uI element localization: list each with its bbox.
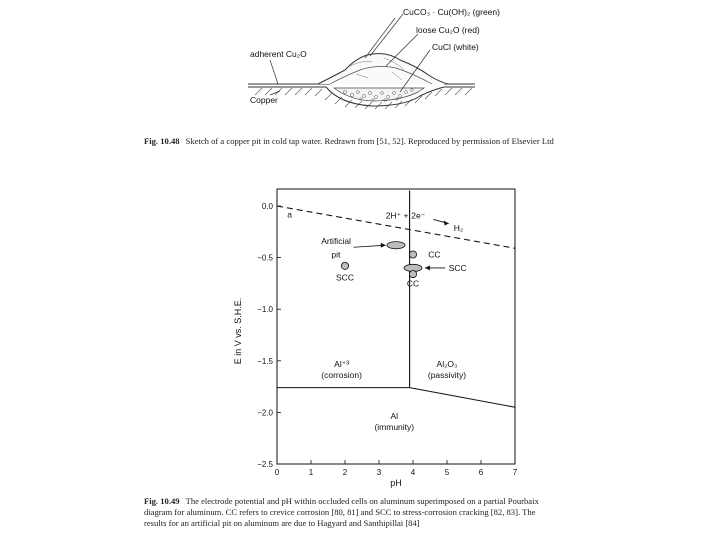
- region-label-0: Al⁺³: [334, 359, 350, 370]
- label-adherent-cu2o: adherent Cu₂O: [250, 49, 307, 59]
- point-3: [409, 271, 416, 278]
- x-axis-label: pH: [390, 478, 402, 488]
- caption-line-1-text: The electrode potential and pH within occluded cells on aluminum superimposed on a partial Pourbaix: [185, 496, 539, 506]
- annotation-cc-top: CC: [428, 249, 441, 260]
- caption-line-3: results for an artificial pit on aluminum are due to Hagyard and Santhipillai [84]: [144, 518, 420, 528]
- y-tick-label: 0.0: [261, 202, 273, 211]
- point-0: [387, 242, 405, 249]
- caption-line-1: [144, 496, 614, 507]
- y-tick-label: −1.0: [257, 305, 273, 315]
- label-cucl: CuCl (white): [432, 42, 479, 52]
- x-tick-label: 1: [308, 468, 314, 477]
- annotation-scc-arrowhead: [425, 265, 430, 270]
- x-tick-label: 2: [342, 468, 348, 477]
- y-axis-label: E in V vs. S.H.E.: [233, 297, 243, 365]
- region-sub-0: (corrosion): [321, 370, 362, 381]
- x-tick-label: 3: [376, 468, 382, 477]
- label-loose-cu2o: loose Cu₂O (red): [416, 25, 480, 35]
- x-tick-label: 5: [444, 468, 450, 477]
- annotation-artificial-2: pit: [331, 249, 341, 260]
- point-4: [341, 262, 348, 269]
- annotation-reaction-mid: 2e⁻: [411, 210, 426, 221]
- al2o3-al-boundary: [410, 388, 515, 408]
- y-tick-label: −1.5: [257, 356, 273, 366]
- y-tick-label: −2.0: [257, 408, 273, 418]
- annotation-cc-bottom: CC: [406, 278, 420, 289]
- x-tick-label: 4: [410, 468, 416, 477]
- point-1: [409, 251, 416, 258]
- annotation-scc-right: SCC: [448, 262, 467, 273]
- caption-fig-10-49: [144, 496, 614, 529]
- annotation-reaction-right: H₂: [453, 222, 464, 233]
- label-green-deposit: CuCO₃ · Cu(OH)₂ (green): [403, 7, 500, 17]
- y-tick-label: −0.5: [257, 253, 273, 263]
- y-tick-label: −2.5: [257, 460, 273, 469]
- x-tick-label: 0: [274, 468, 280, 477]
- annotation-scc-left: SCC: [336, 272, 354, 283]
- caption-number-2: Fig. 10.49: [144, 496, 180, 506]
- label-copper: Copper: [250, 95, 278, 105]
- region-label-2: Al: [390, 410, 399, 421]
- annotation-artificial-1: Artificial: [321, 236, 351, 247]
- region-sub-2: (immunity): [374, 421, 415, 432]
- annotation-reaction-left: 2H⁺ +: [385, 210, 409, 221]
- plot-area: [257, 189, 518, 477]
- x-tick-label: 6: [478, 468, 484, 477]
- region-label-1: Al₂O₃: [436, 359, 458, 370]
- caption-line-2: diagram for aluminum. CC refers to crevice corrosion [80, 81] and SCC to stress-corrosion cracking [82, 83]. The: [144, 507, 536, 517]
- annotation-line-a: a: [287, 209, 292, 220]
- caption-text: Sketch of a copper pit in cold tap water. Redrawn from [51, 52]. Reproduced by permission of Elsevier Ltd: [185, 136, 554, 146]
- region-sub-1: (passivity): [427, 370, 467, 381]
- annotation-artificial-arrowhead: [381, 243, 386, 248]
- caption-number: Fig. 10.48: [144, 136, 180, 146]
- x-tick-label: 7: [512, 468, 518, 477]
